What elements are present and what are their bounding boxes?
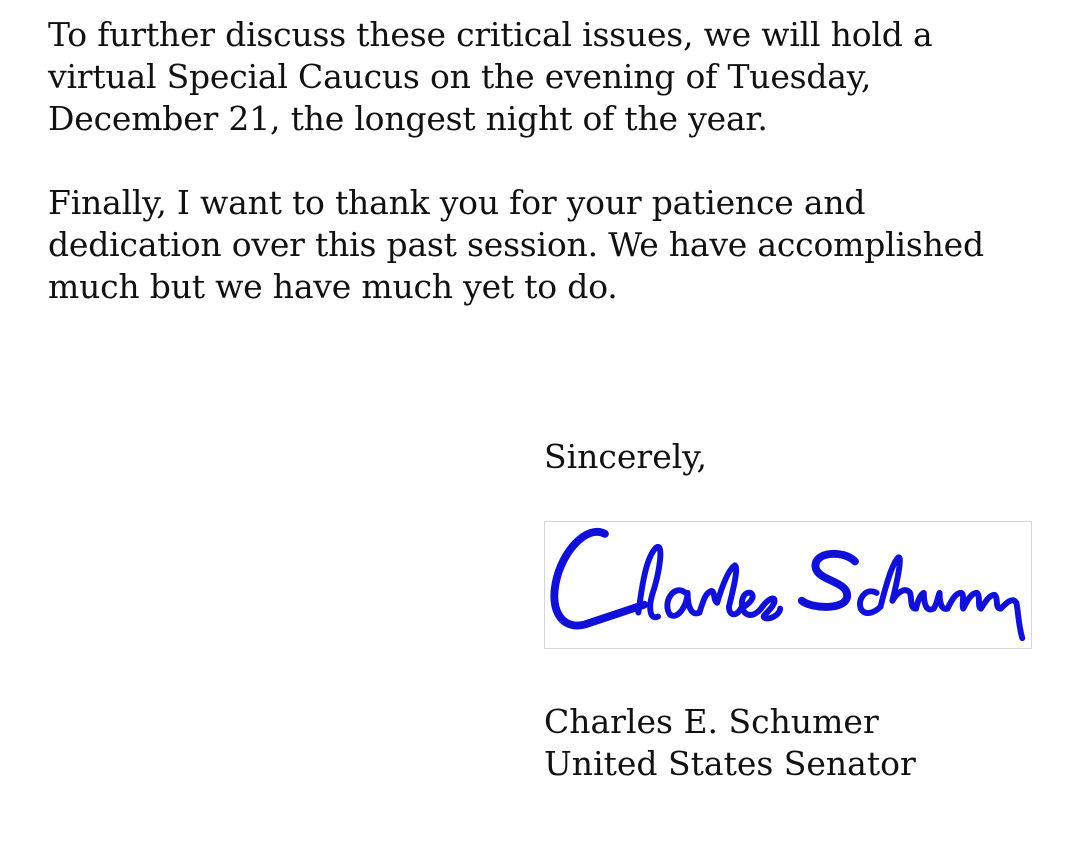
closing-block [544,436,1044,478]
paragraph-caucus: To further discuss these critical issues, we will hold a virtual Special Caucus on the evening of Tuesday, December 21, the longest night of the year. [48,15,933,138]
closing-salutation: Sincerely, [544,437,708,476]
letter-body [48,14,1048,308]
paragraph-thanks: Finally, I want to thank you for your patience and dedication over this past session. We have accomplished much but we have much yet to do. [48,183,984,306]
signer-title: United States Senator [544,744,916,783]
handwritten-signature-icon [545,522,1031,648]
signer-name: Charles E. Schumer [544,702,879,741]
signature-image [544,521,1032,649]
signer-block [544,701,1044,785]
